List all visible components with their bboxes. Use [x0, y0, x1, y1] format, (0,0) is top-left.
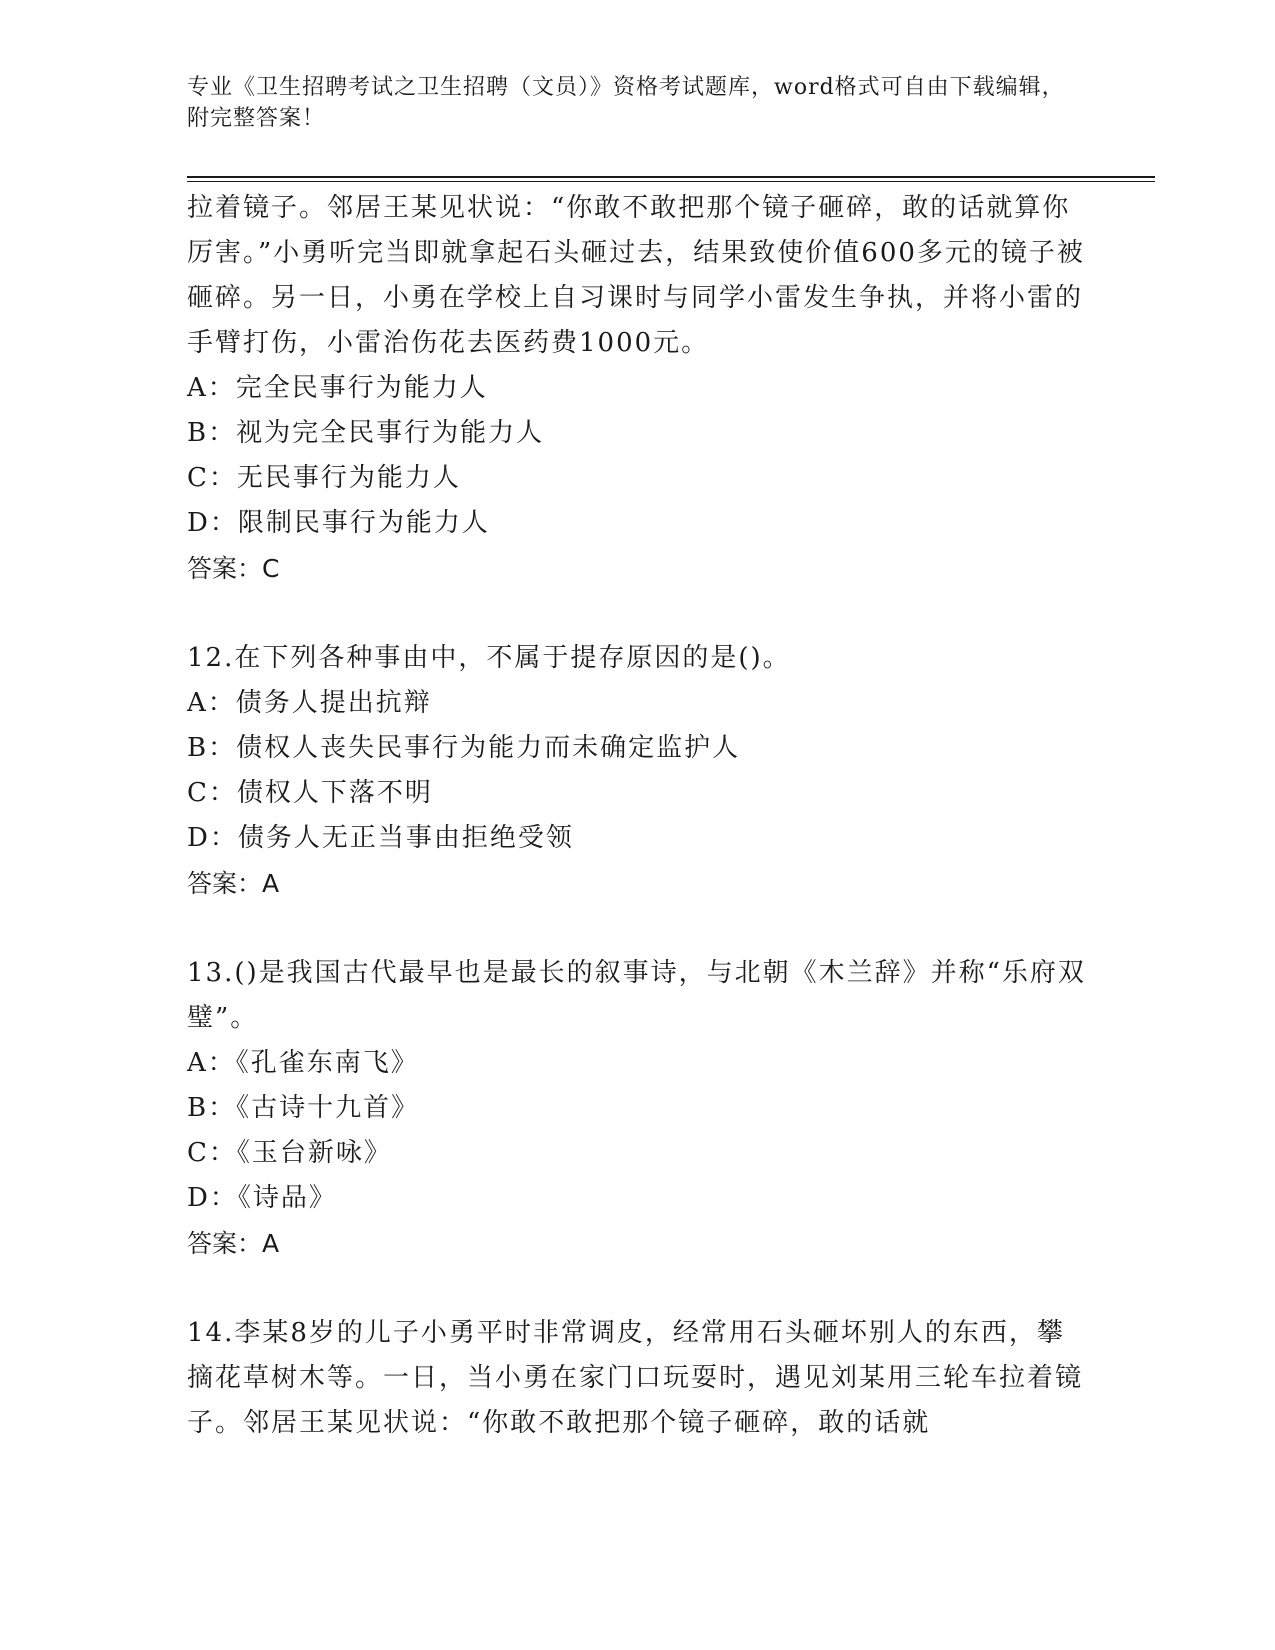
option-c: C：《玉台新咏》 [187, 1138, 392, 1168]
header-divider-thin [187, 181, 1155, 182]
question-stem: 12.在下列各种事由中，不属于提存原因的是()。 [187, 643, 791, 673]
option-a: A：《孔雀东南飞》 [187, 1048, 419, 1078]
answer-line: 答案：C [187, 554, 280, 583]
header-divider-thick [187, 176, 1155, 178]
document-header: 专业《卫生招聘考试之卫生招聘（文员）》资格考试题库，word格式可自由下载编辑，附完整答案！ [187, 75, 1065, 131]
answer-line: 答案：A [187, 869, 280, 898]
option-d: D：《诗品》 [187, 1183, 337, 1213]
option-c: C：无民事行为能力人 [187, 463, 461, 493]
question-11-continuation [187, 186, 1087, 591]
document-body [187, 186, 1087, 1446]
option-b: B：《古诗十九首》 [187, 1093, 420, 1123]
option-d: D：债务人无正当事由拒绝受领 [187, 823, 574, 853]
question-stem: 14.李某8岁的儿子小勇平时非常调皮，经常用石头砸坏别人的东西，攀摘花草树木等。一日，当小勇在家门口玩耍时，遇见刘某用三轮车拉着镜子。邻居王某见状说：“你敢不敢把那个镜子砸碎，敢的话就 [187, 1318, 1084, 1438]
question-stem: 13.()是我国古代最早也是最长的叙事诗，与北朝《木兰辞》并称“乐府双璧”。 [187, 958, 1086, 1033]
option-a: A：债务人提出抗辩 [187, 688, 432, 718]
option-a: A：完全民事行为能力人 [187, 373, 488, 403]
option-b: B：债权人丧失民事行为能力而未确定监护人 [187, 733, 741, 763]
option-b: B：视为完全民事行为能力人 [187, 418, 545, 448]
question-stem-continuation: 拉着镜子。邻居王某见状说：“你敢不敢把那个镜子砸碎，敢的话就算你厉害。”小勇听完当即就拿起石头砸过去，结果致使价值600多元的镜子被砸碎。另一日，小勇在学校上自习课时与同学小雷发生争执，并将小雷的手臂打伤，小雷治伤花去医药费1000元。 [187, 193, 1085, 358]
question-13 [187, 951, 1087, 1266]
question-14 [187, 1311, 1087, 1446]
question-12 [187, 636, 1087, 906]
option-d: D：限制民事行为能力人 [187, 508, 490, 538]
answer-line: 答案：A [187, 1229, 280, 1258]
option-c: C：债权人下落不明 [187, 778, 433, 808]
